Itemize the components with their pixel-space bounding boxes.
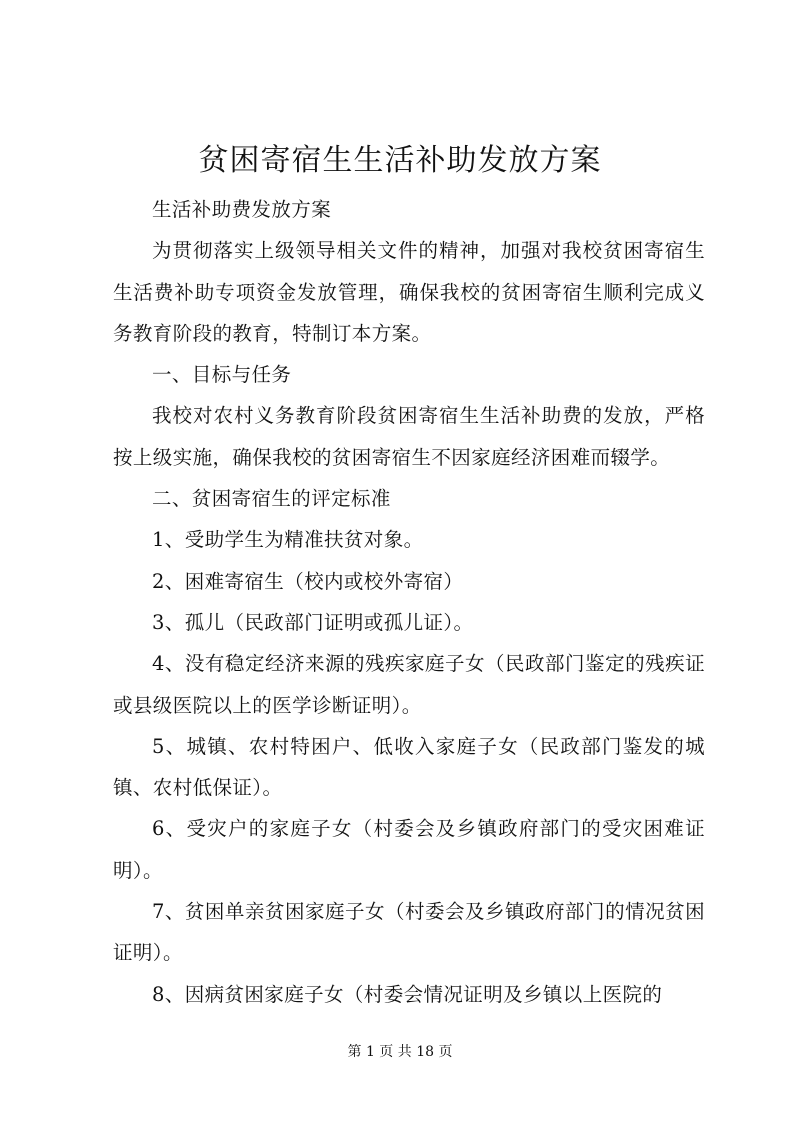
section-heading: 一、目标与任务 [152,363,292,387]
document-body [113,189,705,1015]
list-item: 8、因病贫困家庭子女（村委会情况证明及乡镇以上医院的 [152,982,663,1006]
list-item: 2、困难寄宿生（校内或校外寄宿） [152,569,464,593]
paragraph: 生活补助费发放方案 [152,198,332,221]
list-item: 7、贫困单亲贫困家庭子女（村委会及乡镇政府部门的情况贫困证明）。 [113,900,705,965]
paragraph: 为贯彻落实上级领导相关文件的精神，加强对我校贫困寄宿生生活费补助专项资金发放管理，确保我校的贫困寄宿生顺利完成义务教育阶段的教育，特制订本方案。 [113,239,705,345]
document-title: 贫困寄宿生生活补助发放方案 [198,143,602,178]
list-item: 5、城镇、农村特困户、低收入家庭子女（民政部门鉴发的城镇、农村低保证）。 [113,734,705,800]
list-item: 1、受助学生为精准扶贫对象。 [152,528,424,552]
paragraph: 我校对农村义务教育阶段贫困寄宿生生活补助费的发放，严格按上级实施，确保我校的贫困寄宿生不因家庭经济困难而辍学。 [113,404,705,469]
page-number-footer: 第 1 页 共 18 页 [347,1044,453,1060]
list-item: 3、孤儿（民政部门证明或孤儿证）。 [152,610,474,634]
list-item: 4、没有稳定经济来源的残疾家庭子女（民政部门鉴定的残疾证或县级医院以上的医学诊断证明）。 [113,652,705,717]
list-item: 6、受灾户的家庭子女（村委会及乡镇政府部门的受灾困难证明）。 [113,817,705,882]
section-heading: 二、贫困寄宿生的评定标准 [152,487,391,511]
